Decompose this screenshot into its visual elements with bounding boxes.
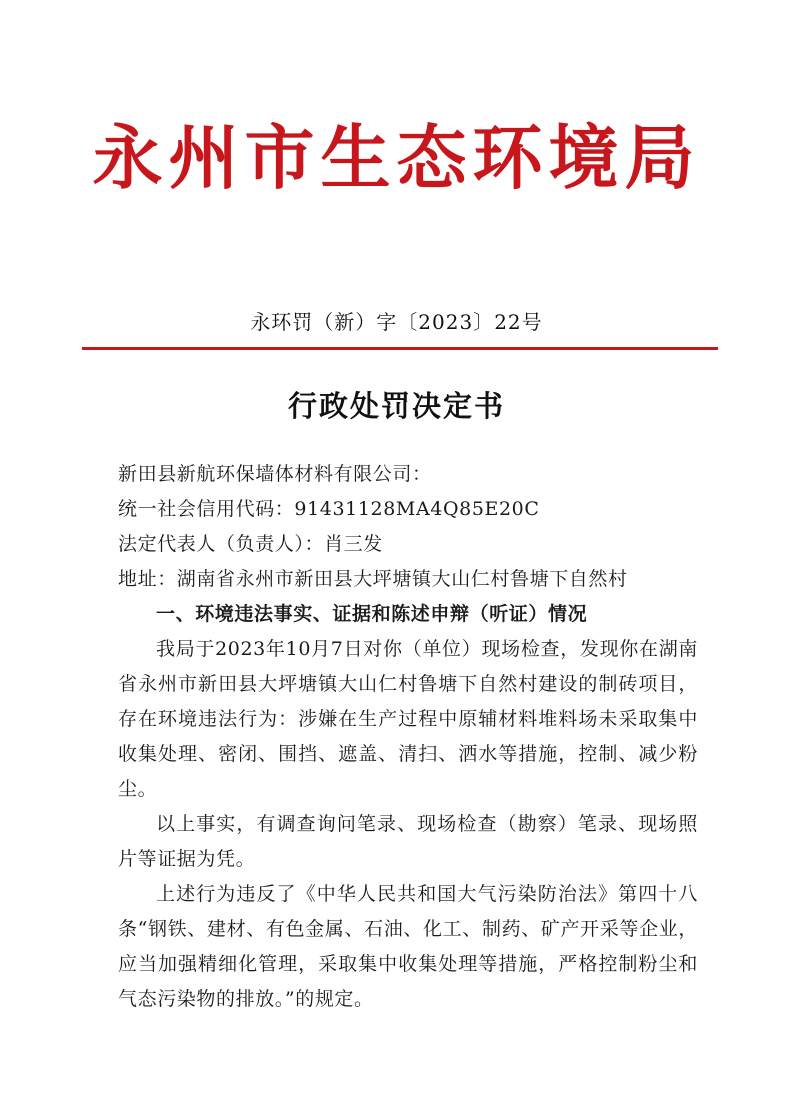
document-title: 行政处罚决定书 [287, 389, 505, 423]
paragraph-evidence: 以上事实，有调查询问笔录、现场检查（勘察）笔录、现场照片等证据为凭。 [118, 813, 698, 870]
letterhead-divider [82, 347, 718, 350]
paragraph-facts: 我局于2023年10月7日对你（单位）现场检查，发现你在湖南省永州市新田县大坪塘镇大山仁村鲁塘下自然村建设的制砖项目，存在环境违法行为：涉嫌在生产过程中原辅材料堆料场未采取集中收集处理、密闭、围挡、遮盖、清扫、洒水等措施，控制、减少粉尘。 [118, 638, 698, 800]
party-address: 地址：湖南省永州市新田县大坪塘镇大山仁村鲁塘下自然村 [118, 568, 628, 590]
section-heading: 一、环境违法事实、证据和陈述申辩（听证）情况 [156, 603, 588, 625]
paragraph-violation: 上述行为违反了《中华人民共和国大气污染防治法》第四十八条“钢铁、建材、有色金属、石油、化工、制药、矿产开采等企业，应当加强精细化管理，采取集中收集处理等措施，严格控制粉尘和气态污染物的排放。”的规定。 [118, 883, 698, 1010]
party-representative: 法定代表人（负责人）：肖三发 [118, 533, 383, 555]
agency-letterhead: 永州市生态环境局 [92, 116, 701, 199]
document-body [118, 457, 698, 1017]
party-company: 新田县新航环保墙体材料有限公司： [118, 463, 432, 485]
party-credit-code: 统一社会信用代码：91431128MA4Q85E20C [118, 498, 540, 520]
document-number: 永环罚（新）字〔2023〕22号 [250, 310, 543, 334]
